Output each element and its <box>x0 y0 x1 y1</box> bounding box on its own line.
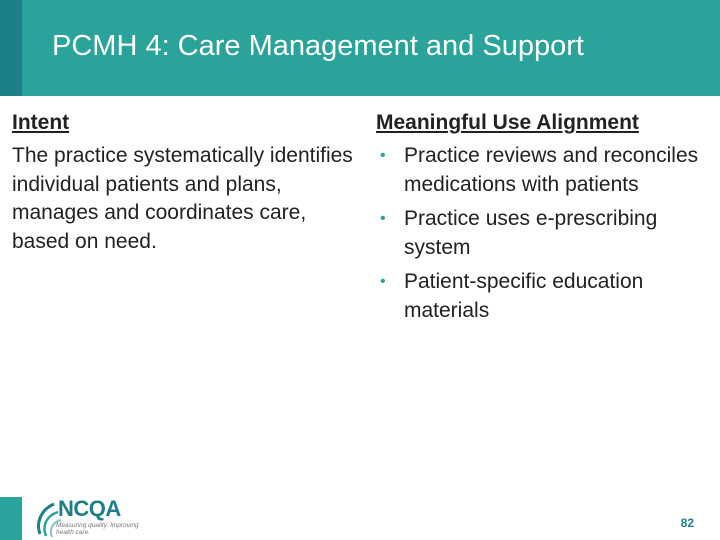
intent-section <box>12 108 362 256</box>
footer-accent-bar <box>0 497 22 540</box>
title-bar-accent <box>0 0 22 96</box>
bullet-icon: • <box>380 147 386 164</box>
meaningful-use-section <box>376 108 714 331</box>
list-item-text: Practice reviews and reconciles medications with patients <box>404 144 699 196</box>
title-bar <box>0 0 720 96</box>
slide-title: PCMH 4: Care Management and Support <box>52 30 584 62</box>
intent-text: The practice systematically identifies individual patients and plans, manages and coordinates care, based on need. <box>12 144 353 253</box>
list-item <box>376 268 714 325</box>
list-item-text: Practice uses e-prescribing system <box>404 207 658 259</box>
page-number: 82 <box>680 516 694 530</box>
list-item-text: Patient-specific education materials <box>404 270 644 322</box>
bullet-icon: • <box>380 210 386 227</box>
ncqa-logo <box>34 490 139 540</box>
list-item <box>376 142 714 199</box>
logo-wordmark: NCQA <box>58 496 121 521</box>
bullet-icon: • <box>380 273 386 290</box>
meaningful-use-heading: Meaningful Use Alignment <box>376 111 639 134</box>
list-item <box>376 205 714 262</box>
meaningful-use-list <box>376 142 714 325</box>
intent-heading: Intent <box>12 111 70 134</box>
logo-tagline: Measuring quality. Improving health care. <box>56 522 139 536</box>
